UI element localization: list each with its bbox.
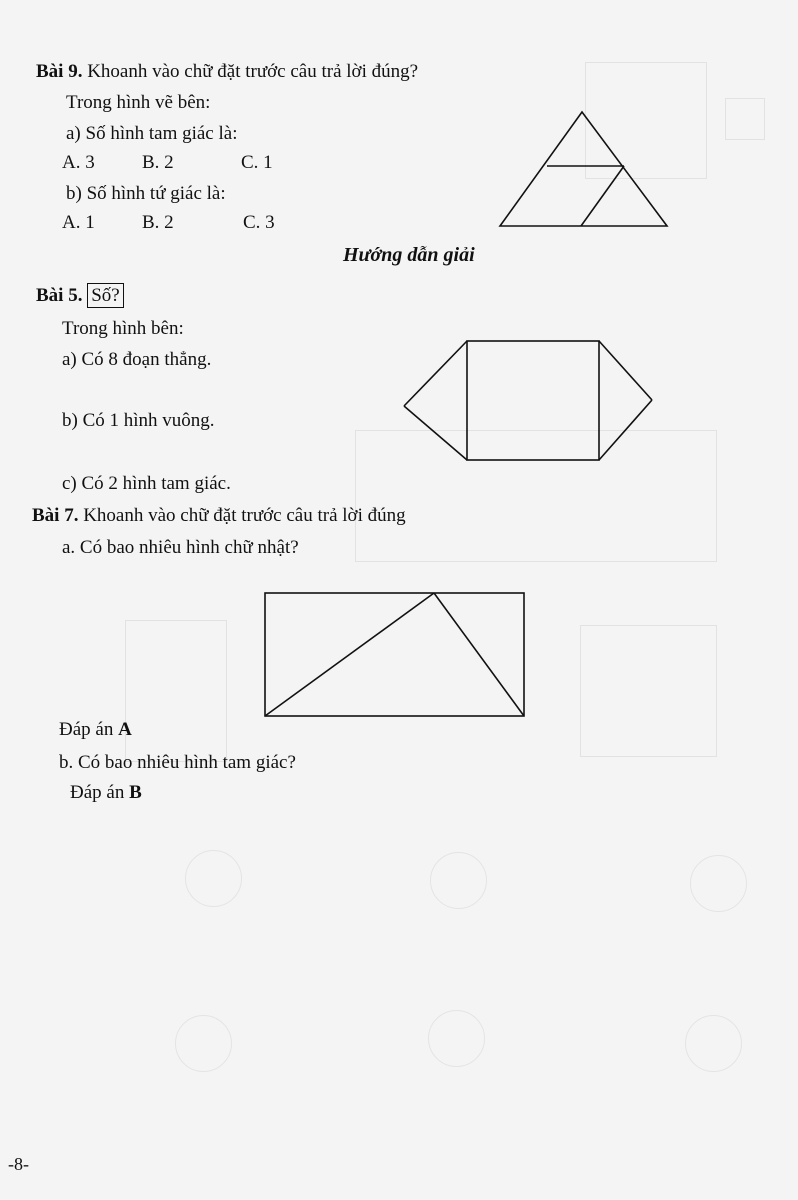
- rectangle-figure: [262, 590, 530, 720]
- solution-heading: Hướng dẫn giải: [343, 244, 475, 266]
- show-through-clock: [175, 1015, 232, 1072]
- diagonal-left: [265, 593, 434, 716]
- bai9-b-option-c[interactable]: C. 3: [243, 212, 275, 233]
- bai5-line: [36, 286, 124, 305]
- bai5-intro: Trong hình bên:: [62, 318, 184, 339]
- bai7-answer-b-text: Đáp án: [70, 782, 125, 803]
- left-lower-segment: [404, 406, 467, 460]
- bai7-answer-b-letter: B: [129, 782, 142, 803]
- bai9-intro: Trong hình vẽ bên:: [66, 92, 211, 113]
- bai7-question-b: b. Có bao nhiêu hình tam giác?: [59, 752, 296, 773]
- bai7-line: [32, 506, 406, 525]
- slanted-segment: [581, 166, 624, 226]
- show-through-box: [725, 98, 765, 140]
- show-through-frame: [580, 625, 717, 757]
- bai5-answer-b: b) Có 1 hình vuông.: [62, 410, 215, 431]
- bai5-answer-c: c) Có 2 hình tam giác.: [62, 473, 231, 494]
- show-through-clock: [690, 855, 747, 912]
- triangle-figure: [495, 108, 675, 230]
- bai7-question-a: a. Có bao nhiêu hình chữ nhật?: [62, 537, 299, 558]
- bai5-label: Bài 5.: [36, 285, 83, 306]
- diagonal-right: [434, 593, 524, 716]
- bai5-answer-a: a) Có 8 đoạn thẳng.: [62, 349, 212, 370]
- show-through-frame: [125, 620, 227, 762]
- right-lower-segment: [599, 400, 652, 460]
- show-through-clock: [430, 852, 487, 909]
- hexagon-figure: [400, 338, 660, 464]
- outer-triangle: [500, 112, 667, 226]
- bai9-a-option-a[interactable]: A. 3: [62, 152, 95, 173]
- bai7-answer-a-text: Đáp án: [59, 719, 114, 740]
- bai7-answer-a: [59, 720, 132, 739]
- bai9-b-option-a[interactable]: A. 1: [62, 212, 95, 233]
- show-through-clock: [428, 1010, 485, 1067]
- bai9-question-b: b) Số hình tứ giác là:: [66, 183, 226, 204]
- bai9-label: Bài 9.: [36, 61, 83, 82]
- bai9-prompt: Khoanh vào chữ đặt trước câu trả lời đúng?: [87, 61, 419, 82]
- show-through-clock: [185, 850, 242, 907]
- bai7-label: Bài 7.: [32, 505, 79, 526]
- bai9-line: [36, 62, 418, 81]
- left-upper-segment: [404, 341, 467, 406]
- bai9-b-option-b[interactable]: B. 2: [142, 212, 174, 233]
- bai7-prompt: Khoanh vào chữ đặt trước câu trả lời đúng: [83, 505, 406, 526]
- bai9-a-option-c[interactable]: C. 1: [241, 152, 273, 173]
- bai5-tag: Số?: [87, 283, 124, 308]
- outer-rectangle: [265, 593, 524, 716]
- right-upper-segment: [599, 341, 652, 400]
- bai9-a-option-b[interactable]: B. 2: [142, 152, 174, 173]
- bai7-answer-a-letter: A: [118, 719, 132, 740]
- show-through-clock: [685, 1015, 742, 1072]
- center-square: [467, 341, 599, 460]
- bai7-answer-b: [70, 783, 142, 802]
- bai9-question-a: a) Số hình tam giác là:: [66, 123, 238, 144]
- page-number: -8-: [8, 1154, 29, 1174]
